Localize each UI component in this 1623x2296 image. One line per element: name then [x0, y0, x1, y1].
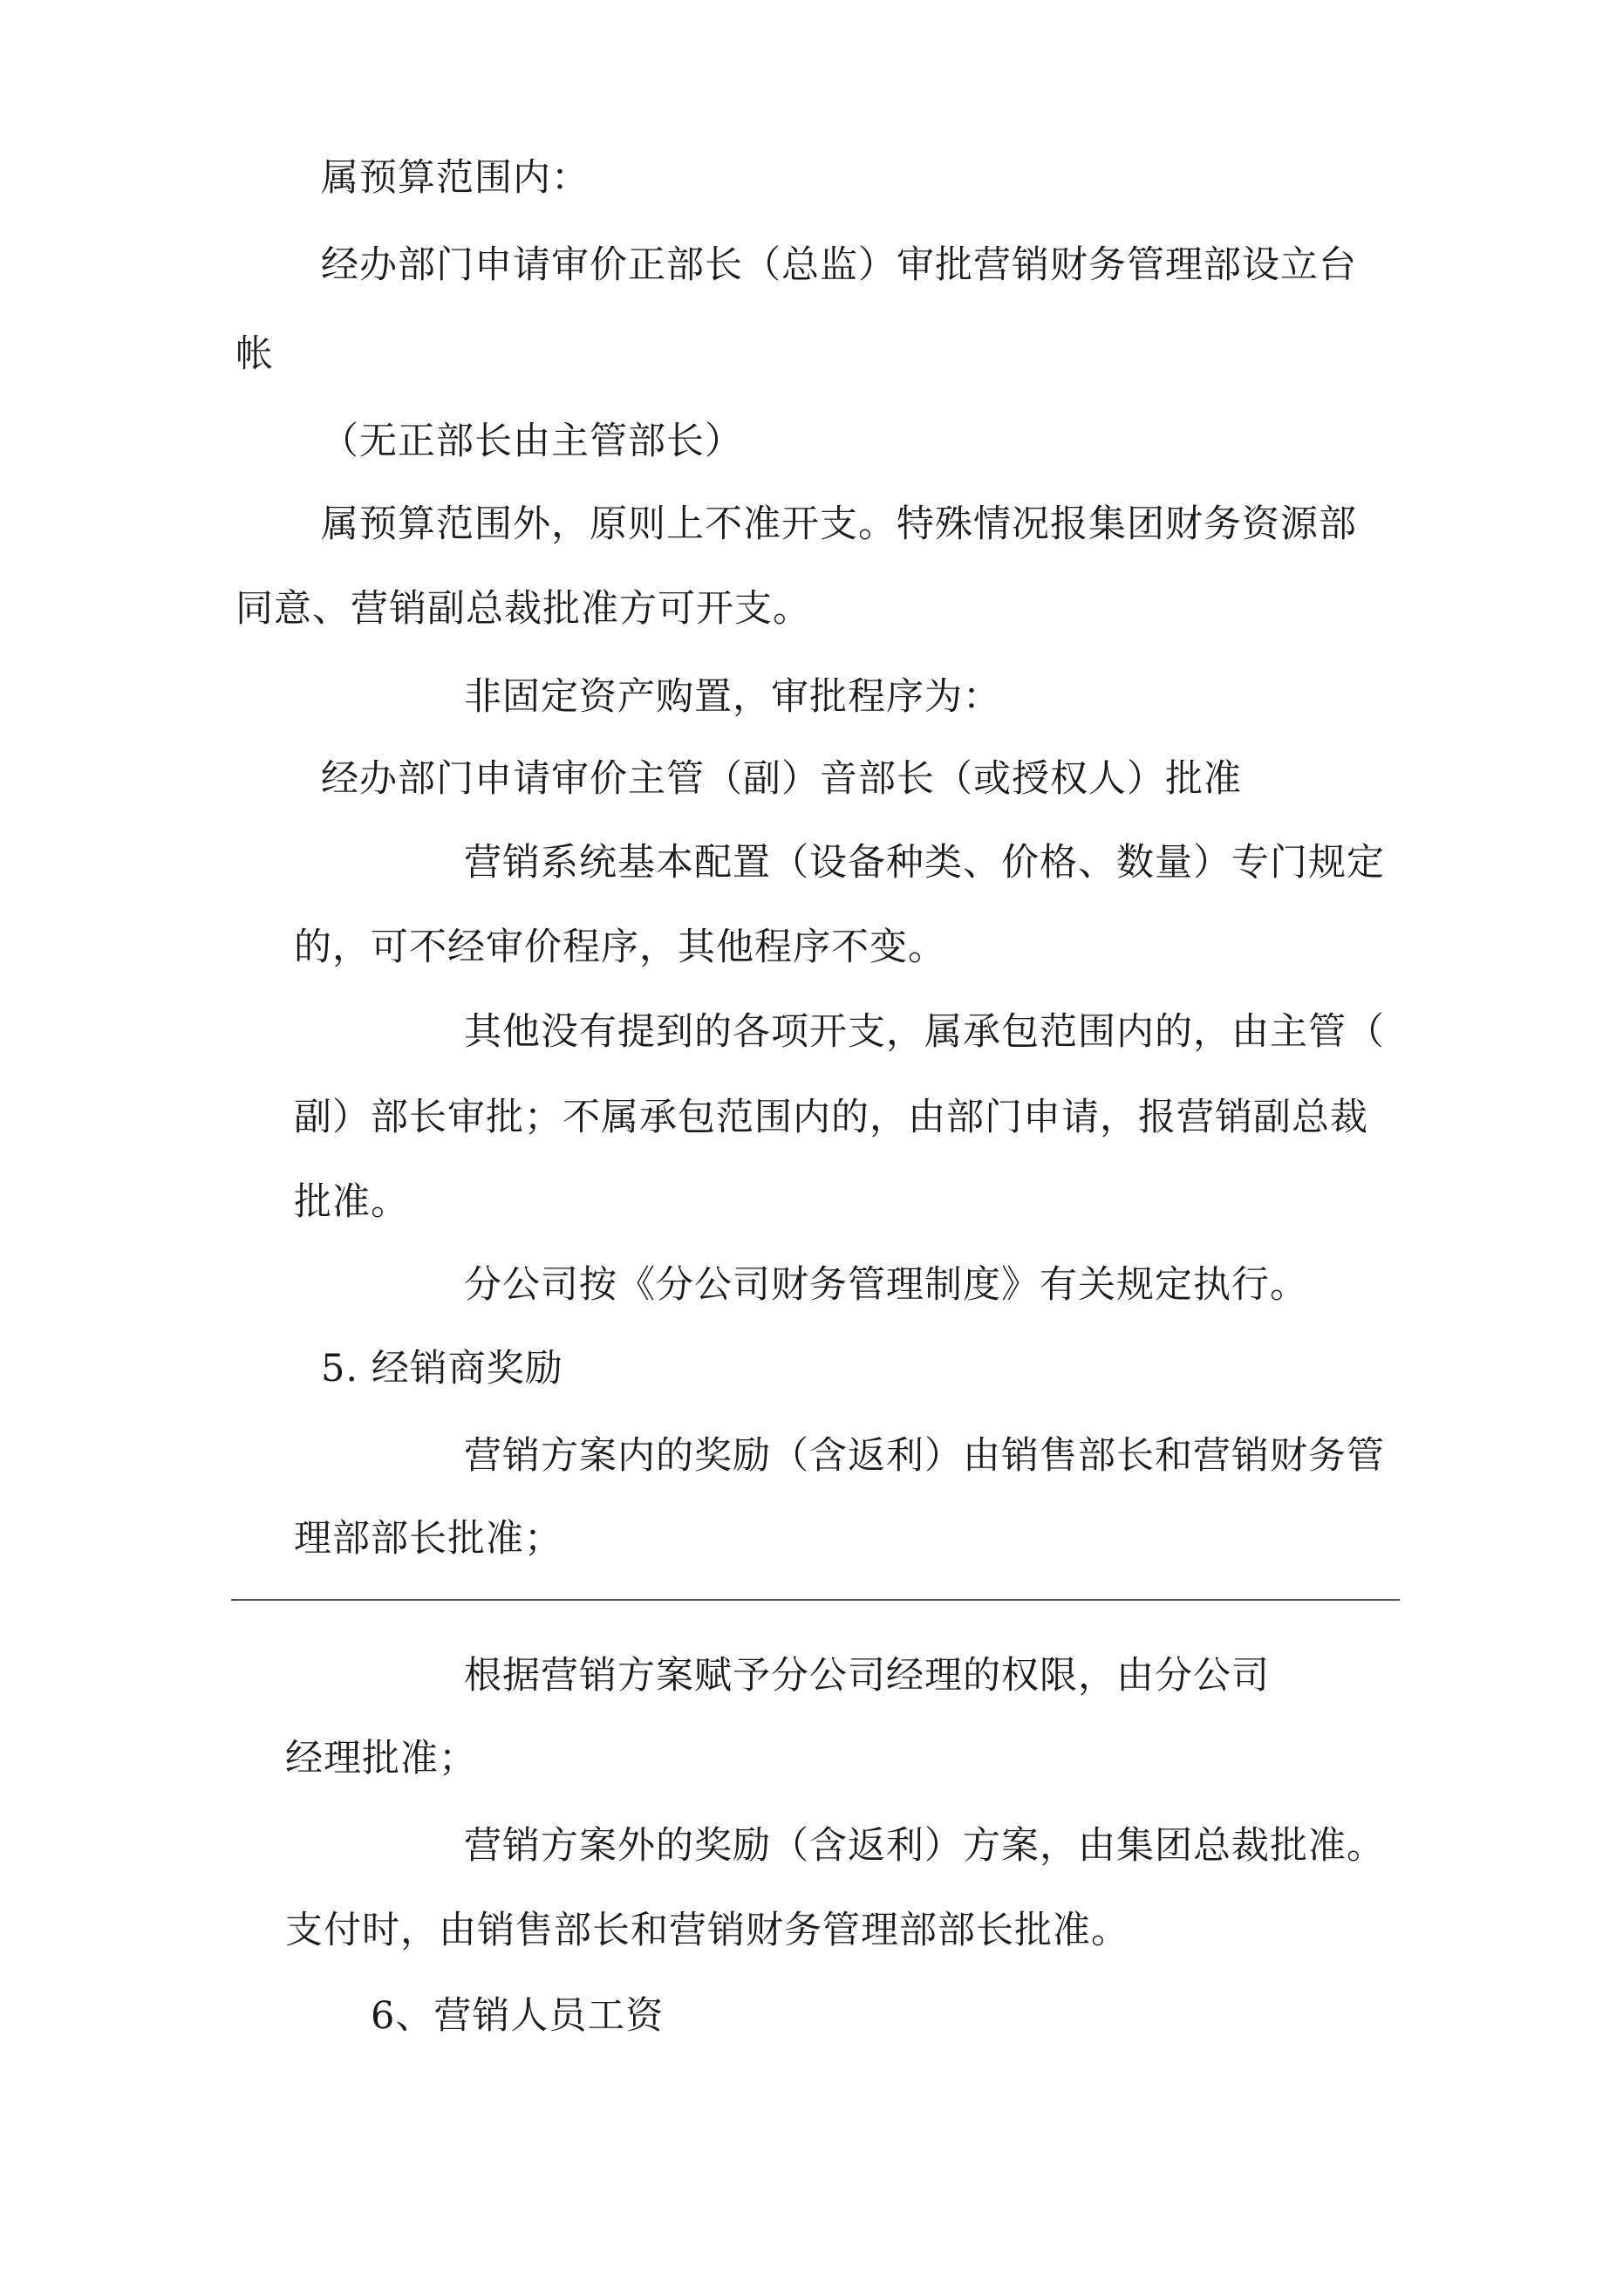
- text-line-19: 经理批准；: [285, 1737, 477, 1780]
- text-line-9: 营销系统基本配置（设备种类、价格、数量）专门规定: [464, 841, 1385, 885]
- text-line-11: 其他没有提到的各项开支，属承包范围内的，由主管（: [464, 1010, 1385, 1054]
- text-line-8: 经办部门申请审价主管（副）音部长（或授权人）批准: [321, 757, 1242, 801]
- text-line-3: 帐: [235, 332, 274, 376]
- section-heading-5: 5. 经销商奖励: [321, 1347, 563, 1391]
- text-line-18: 根据营销方案赋予分公司经理的权限，由分公司: [464, 1654, 1270, 1698]
- text-line-2: 经办部门申请审价正部长（总监）审批营销财务管理部设立台: [321, 243, 1357, 287]
- text-line-13: 批准。: [294, 1180, 409, 1224]
- text-line-1: 属预算范围内：: [321, 156, 590, 200]
- section-heading-6: 6、营销人员工资: [371, 1994, 665, 2038]
- text-line-12: 副）部长审批；不属承包范围内的，由部门申请，报营销副总裁: [294, 1096, 1368, 1139]
- text-line-17: 理部部长批准；: [294, 1517, 563, 1561]
- text-line-6: 同意、营销副总裁批准方可开支。: [235, 587, 811, 631]
- text-line-10: 的，可不经审价程序，其他程序不变。: [294, 926, 946, 969]
- text-line-4: （无正部长由主管部长）: [321, 420, 743, 463]
- horizontal-divider: [231, 1599, 1400, 1601]
- text-line-20: 营销方案外的奖励（含返利）方案，由集团总裁批准。: [464, 1824, 1385, 1868]
- text-line-14: 分公司按《分公司财务管理制度》有关规定执行。: [464, 1263, 1308, 1307]
- text-line-7: 非固定资产购置，审批程序为：: [464, 675, 1001, 719]
- text-line-5: 属预算范围外，原则上不准开支。特殊情况报集团财务资源部: [321, 502, 1357, 546]
- text-line-21: 支付时，由销售部长和营销财务管理部部长批准。: [285, 1909, 1129, 1952]
- text-line-16: 营销方案内的奖励（含返利）由销售部长和营销财务管: [464, 1434, 1385, 1478]
